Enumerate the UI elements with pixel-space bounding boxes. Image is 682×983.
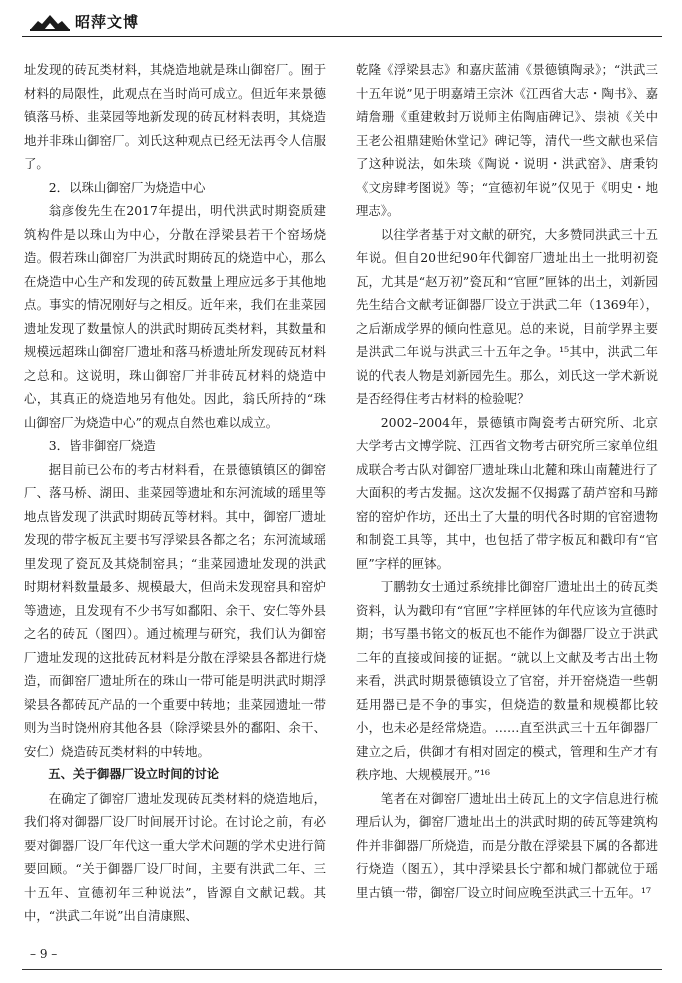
continued-paragraph: 乾隆《浮梁县志》和嘉庆蓝浦《景德镇陶录》；“洪武三十五年说”见于明嘉靖王宗沐《江西省大志・陶书》、嘉靖詹珊《重建敕封万说师主佑陶庙碑记》、崇祯《关中王老公祖鼎建贻休堂记》碑记等，清代一些文献也采信了这种说法，如朱琰《陶说・说明・洪武窑》、唐秉钧《文房肆考图说》等；“宣德初年说”仅见于《明史・地理志》。 <box>356 62 658 218</box>
paragraph: 以往学者基于对文献的研究，大多赞同洪武三十五年说。但自20世纪90年代御窑厂遗址出土一批明初瓷瓦，尤其是“赵万初”瓷瓦和“官匣”匣钵的出土，刘新园先生结合文献考证御器厂设立于洪武二年（1369年），之后渐成学界的倾向性意见。总的来说，目前学界主要是洪武二年说与洪武三十五年之争。¹⁵其中，洪武二年说的代表人物是刘新园先生。那么，刘氏这一学术新说是否经得住考古材料的检验呢？ <box>356 226 658 406</box>
page-header <box>22 6 662 37</box>
right-column <box>356 58 658 904</box>
section-heading: 五、关于御器厂设立时间的讨论 <box>48 767 220 781</box>
paragraph: 丁鹏勃女士通过系统排比御窑厂遗址出土的砖瓦类资料，认为戳印有“官匣”字样匣钵的年代应该为宣德时期；书写墨书铭文的板瓦也不能作为御器厂设立于洪武二年的直接或间接的证据。“就以上文献及考古出土物来看，洪武时期景德镇设立了官窑，并开窑烧造一些朝廷用器已是不争的事实，但烧造的数量和规模都比较小，也未必是经常烧造。……直至洪武三十五年御器厂建立之后，供御才有相对固定的模式，管理和生产才有秩序地、大规模展开。”¹⁶ <box>356 579 658 782</box>
mountain-logo-icon <box>30 12 70 32</box>
paragraph: 翁彦俊先生在2017年提出，明代洪武时期瓷质建筑构件是以珠山为中心，分散在浮梁县若干个窑场烧造。假若珠山御窑厂为洪武时期砖瓦的烧造中心，那么在烧造中心生产和发现的砖瓦数量上理应远多于其他地点。事实的情况刚好与之相反。近年来，我们在韭菜园遗址发现了数量惊人的洪武时期砖瓦类材料，其数量和规模远超珠山御窑厂遗址和落马桥遗址所发现砖瓦材料之总和。这说明，珠山御窑厂并非砖瓦材料的烧造中心，其真正的烧造地另有他处。因此，翁氏所持的“珠山御窑厂为烧造中心”的观点自然也难以成立。 <box>24 203 326 430</box>
page-number: – 9 – <box>30 947 58 961</box>
paragraph: 在确定了御窑厂遗址发现砖瓦类材料的烧造地后，我们将对御器厂设厂时间展开讨论。在讨论之前，有必要对御器厂设厂年代这一重大学术问题的学术史进行简要回顾。“关于御器厂设厂时间，主要有洪武二年、三十五年、宣德初年三种说法”，皆源自文献记载。其中，“洪武二年说”出自清康熙、 <box>24 790 326 923</box>
paragraph: 据目前已公布的考古材料看，在景德镇镇区的御窑厂、落马桥、湖田、韭菜园等遗址和东河流域的瑶里等地点皆发现了洪武时期砖瓦等材料。其中，御窑厂遗址发现的带字板瓦主要书写浮梁县各都之名；东河流域瑶里发现了瓷瓦及其烧制窑具；“韭菜园遗址发现的洪武时期材料数量最多、规模最大，但尚未发现窑具和窑炉等遗迹，且发现有不少书写如鄱阳、余干、安仁等外县之名的砖瓦（图四）。通过梳理与研究，我们认为御窑厂遗址发现的这批砖瓦材料是分散在浮梁县各都进行烧造，而御窑厂遗址所在的珠山一带可能是明洪武时期浮梁县各都砖瓦产品的一个重要中转地；韭菜园遗址一带则为当时饶州府其他各县（除浮梁县外的鄱阳、余干、安仁）烧造砖瓦类材料的中转地。 <box>24 461 326 759</box>
subheading: 3．皆非御窑厂烧造 <box>48 438 156 453</box>
paragraph: 笔者在对御窑厂遗址出土砖瓦上的文字信息进行梳理后认为，御窑厂遗址出土的洪武时期的砖瓦等建筑构件并非御器厂所烧造，而是分散在浮梁县下属的各都进行烧造（图五），其中浮梁县长宁都和城门都就位于瑶里古镇一带，御窑厂设立时间应晚至洪武三十五年。¹⁷ <box>356 790 658 900</box>
paragraph: 2002–2004年，景德镇市陶瓷考古研究所、北京大学考古文博学院、江西省文物考古研究所三家单位组成联合考古队对御窑厂遗址珠山北麓和珠山南麓进行了大面积的考古发掘。这次发掘不仅揭露了葫芦窑和马蹄窑的窑炉作坊，还出土了大量的明代各时期的官窑遗物和制瓷工具等，其中，也包括了带字板瓦和戳印有“官匣”字样的匣钵。 <box>356 414 658 571</box>
continued-paragraph: 址发现的砖瓦类材料，其烧造地就是珠山御窑厂。囿于材料的局限性，此观点在当时尚可成立。但近年来景德镇落马桥、韭菜园等地新发现的砖瓦材料表明，其烧造地并非珠山御窑厂。刘氏这种观点已经无法再令人信服了。 <box>24 62 326 171</box>
left-column <box>24 58 326 928</box>
subheading: 2．以珠山御窑厂为烧造中心 <box>48 179 206 195</box>
page-footer <box>22 945 662 970</box>
journal-name: 昭萍文博 <box>75 13 140 31</box>
